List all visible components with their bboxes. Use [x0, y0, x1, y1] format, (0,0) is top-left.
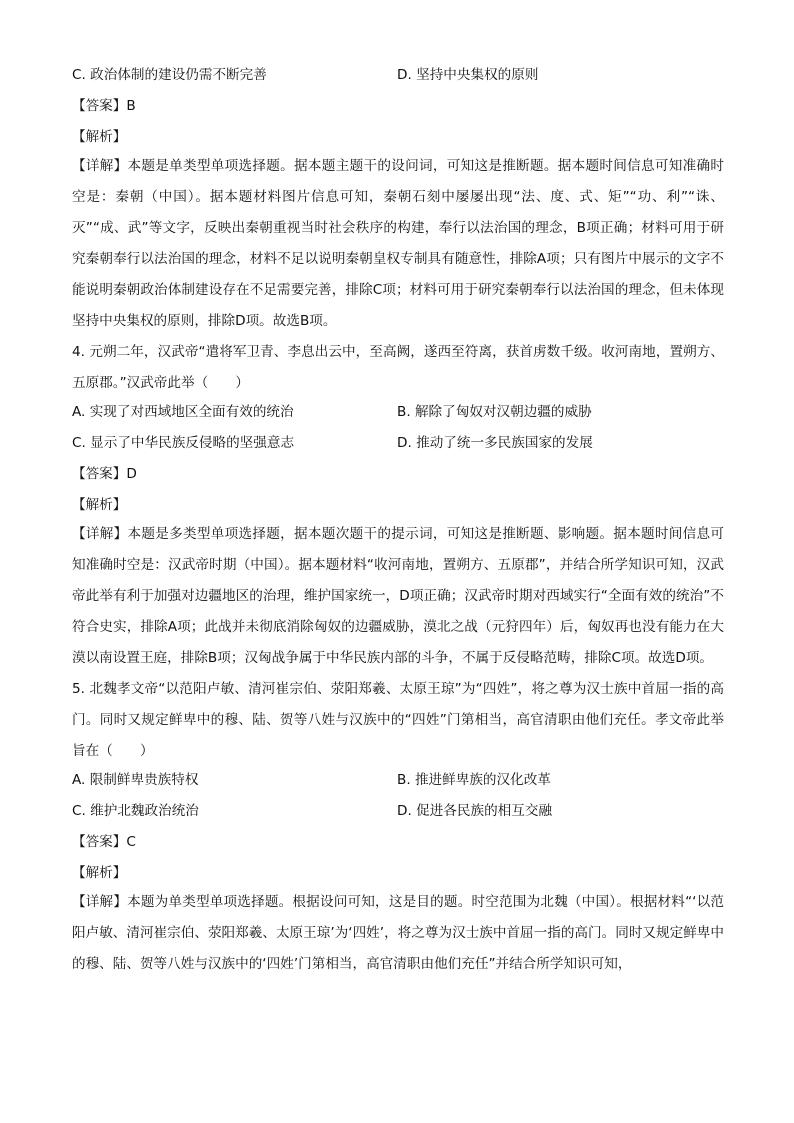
- question-5-stem: 5. 北魏孝文帝“以范阳卢敏、清河崔宗伯、荥阳郑羲、太原王琼”为“四姓”，将之尊为汉士族中首屈一指的高门。同时又规定鲜卑中的穆、陆、贺等八姓与汉族中的“四姓”门第相当，高官清职由他们充任。孝文帝此举旨在（ ）: [72, 681, 724, 759]
- option-row: [72, 430, 724, 457]
- answer-label: 【答案】B: [72, 98, 136, 114]
- option-c: C. 显示了中华民族反侵略的坚强意志: [72, 435, 295, 451]
- option-d: D. 推动了统一多民族国家的发展: [397, 435, 593, 451]
- option-row: [72, 767, 724, 794]
- option-c: C. 政治体制的建设仍需不断完善: [72, 67, 267, 83]
- option-row: [72, 62, 724, 89]
- question-4-stem: 4. 元朔二年，汉武帝“遣将军卫青、李息出云中，至高阙，遂西至符离，获首虏数千级。收河南地，置朔方、五原郡。”汉武帝此举（ ）: [72, 344, 724, 391]
- answer-label: 【答案】D: [72, 466, 137, 482]
- option-d: D. 坚持中央集权的原则: [397, 67, 539, 83]
- detail-paragraph: 【详解】本题是多类型单项选择题，据本题次题干的提示词，可知这是推断题、影响题。据本题时间信息可知准确时空是：汉武帝时期（中国）。据本题材料“收河南地，置朔方、五原郡”，并结合所学知识可知，汉武帝此举有利于加强对边疆地区的治理，维护国家统一，D项正确；汉武帝时期对西域实行“全面有效的统治”不符合史实，排除A项；此战并未彻底消除匈奴的边疆威胁，漠北之战（元狩四年）后，匈奴再也没有能力在大漠以南设置王庭，排除B项；汉匈战争属于中华民族内部的斗争，不属于反侵略范畴，排除C项。故选D项。: [72, 526, 724, 666]
- option-row: [72, 399, 724, 426]
- analysis-label: 【解析】: [72, 129, 127, 145]
- detail-paragraph: 【详解】本题为单类型单项选择题。根据设问可知，这是目的题。时空范围为北魏（中国）。根据材料“‘以范阳卢敏、清河崔宗伯、荥阳郑羲、太原王琼’为‘四姓’，将之尊为汉士族中首屈一指的高门。同时又规定鲜卑中的穆、陆、贺等八姓与汉族中的‘四姓’门第相当，高官清职由他们充任”并结合所学知识可知，: [72, 894, 724, 972]
- answer-label: 【答案】C: [72, 834, 136, 850]
- option-b: B. 推进鲜卑族的汉化改革: [397, 772, 551, 788]
- option-a: A. 限制鲜卑贵族特权: [72, 772, 199, 788]
- analysis-label: 【解析】: [72, 865, 127, 881]
- option-d: D. 促进各民族的相互交融: [397, 803, 553, 819]
- detail-paragraph: 【详解】本题是单类型单项选择题。据本题主题干的设问词，可知这是推断题。据本题时间信息可知准确时空是：秦朝（中国）。据本题材料图片信息可知，秦朝石刻中屡屡出现“法、度、式、矩”“功、利”“诛、灭”“成、武”等文字，反映出秦朝重视当时社会秩序的构建，奉行以法治国的理念，B项正确；材料可用于研究秦朝奉行以法治国的理念，材料不足以说明秦朝皇权专制具有随意性，排除A项；只有图片中展示的文字不能说明秦朝政治体制建设存在不足需要完善，排除C项；材料可用于研究秦朝奉行以法治国的理念，但未体现坚持中央集权的原则，排除D项。故选B项。: [72, 158, 724, 329]
- option-a: A. 实现了对西域地区全面有效的统治: [72, 404, 294, 420]
- document-page: [72, 62, 724, 980]
- option-row: [72, 798, 724, 825]
- option-b: B. 解除了匈奴对汉朝边疆的威胁: [397, 404, 592, 420]
- option-c: C. 维护北魏政治统治: [72, 803, 199, 819]
- analysis-label: 【解析】: [72, 497, 127, 513]
